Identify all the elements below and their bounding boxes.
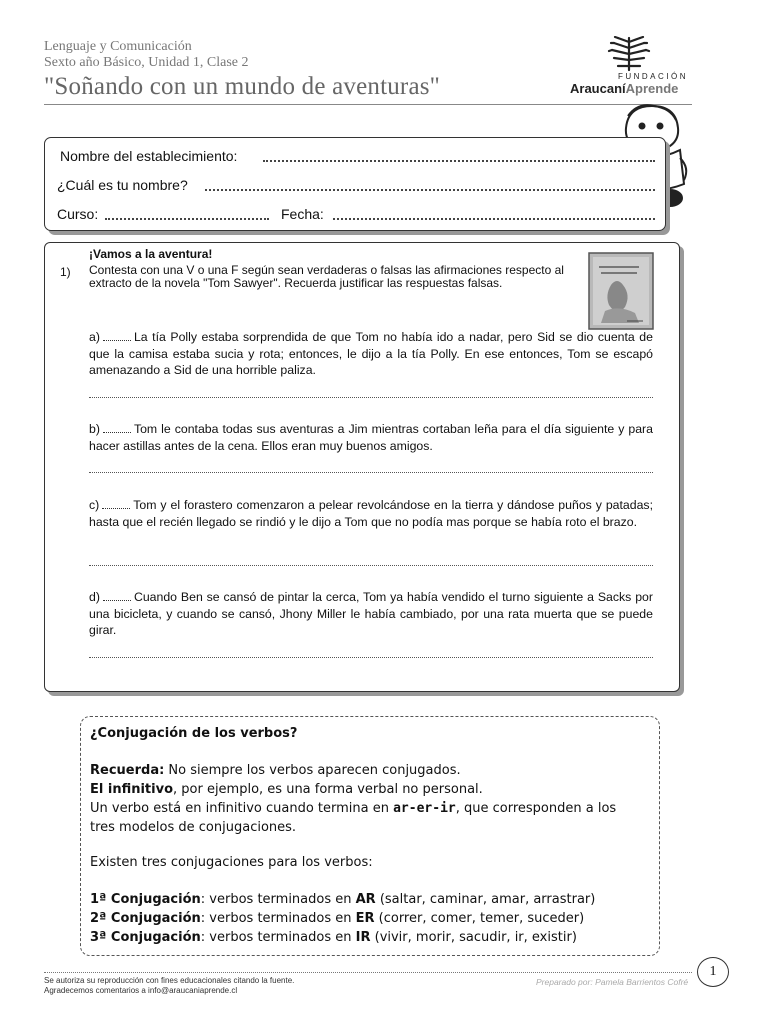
infinitive-endings: ar-er-ir [393,801,456,816]
statement-c [89,497,653,530]
statement-c-justification-line[interactable] [89,565,653,566]
statement-b-justification-line[interactable] [89,472,653,473]
footer-contact-text: Agradecemos comentarios a info@araucaniaprende.cl [44,986,238,995]
subject-label: Lenguaje y Comunicación [44,39,192,54]
conjugation-1-label: 1ª Conjugación [90,892,201,907]
conjugation-1 [90,890,595,909]
grade-label: Curso: [57,206,99,222]
footer-divider [44,972,692,973]
page-title: "Soñando con un mundo de aventuras" [44,73,441,100]
question-number: 1) [60,265,71,279]
infinitive-rule-text: Un verbo está en infinitivo cuando termina en [90,801,394,816]
school-name-field[interactable] [263,160,655,162]
date-label: Fecha: [281,206,324,222]
models-line: tres modelos de conjugaciones. [90,820,297,835]
conjugation-2-label: 2ª Conjugación [90,911,201,926]
statement-c-answer-blank[interactable] [102,498,130,509]
statement-b-label: b) [89,422,100,436]
statement-d-text: Cuando Ben se cansó de pintar la cerca, Tom ya había vendido el turno siguiente a Sacks por una bicicleta, y cuando se cansó, Jhony Miller le había cambiado, por una rata muerta que se puede girar. [89,590,653,637]
reminder-line [90,761,461,780]
conjugation-info-box [80,716,660,956]
statement-a-label: a) [89,330,100,344]
conjugation-title: ¿Conjugación de los verbos? [90,726,298,741]
conjugation-2-ending: ER [355,911,375,926]
infinitive-rule-line [90,799,616,818]
statement-b-answer-blank[interactable] [103,422,131,433]
statement-d-label: d) [89,590,100,604]
page-number: 1 [697,957,729,987]
activity-heading: ¡Vamos a la aventura! [89,247,213,261]
reminder-label: Recuerda: [90,763,165,778]
logo-name [570,81,678,96]
conjugation-1-examples: (saltar, caminar, amar, arrastrar) [375,892,596,907]
conjugation-2 [90,909,584,928]
statement-b-text: Tom le contaba todas sus aventuras a Jim mientras cortaban leña para el día siguiente y para hacer astillas antes de la cena. Ellos eran muy buenos amigos. [89,422,653,453]
date-field[interactable] [333,218,655,220]
reminder-text: No siempre los verbos aparecen conjugados. [164,763,461,778]
conjugation-3-label: 3ª Conjugación [90,930,201,945]
header-divider [44,104,692,105]
conjugation-2-desc: : verbos terminados en [200,911,356,926]
tom-sawyer-book-cover [587,251,655,331]
conjugation-3-ending: IR [355,930,371,945]
statement-c-label: c) [89,498,100,512]
infinitive-rule-tail: , que corresponden a los [455,801,617,816]
statement-a-text: La tía Polly estaba sorprendida de que Tom no había ido a nadar, pero Sid se dio cuenta de que la camisa estaba sucia y rota; entonces, le dijo a la tía Polly. En ese entonces, Tom se escapó amenazando a Sid de una horrible paliza. [89,330,653,377]
course-label: Sexto año Básico, Unidad 1, Clase 2 [44,55,249,70]
infinitive-text: , por ejemplo, es una forma verbal no personal. [173,782,483,797]
statement-a [89,329,653,379]
student-info-box [44,137,666,231]
question-instruction: Contesta con una V o una F según sean verdaderas o falsas las afirmaciones respecto al extracto de la novela "Tom Sawyer". Recuerda justificar las respuestas falsas. [89,263,564,290]
conjugation-3-examples: (vivir, morir, sacudir, ir, existir) [370,930,577,945]
logo-foundation-text: FUNDACIÓN [617,72,688,81]
three-conjugations-line: Existen tres conjugaciones para los verbos: [90,855,373,870]
logo-name-part-b: Aprende [625,81,679,96]
conjugation-2-examples: (correr, comer, temer, suceder) [374,911,585,926]
grade-field[interactable] [105,218,269,220]
statement-c-text: Tom y el forastero comenzaron a pelear revolcándose en la tierra y dándose puños y patadas; hasta que el recién llegado se rindió y le dijo a Tom que no podía mas porque se había roto el brazo. [89,498,653,529]
statement-a-justification-line[interactable] [89,397,653,398]
infinitive-line [90,780,483,799]
footer-author: Preparado por: Pamela Barrientos Cofré [536,977,689,987]
footer-license-text: Se autoriza su reproducción con fines educacionales citando la fuente. [44,976,295,985]
school-name-label: Nombre del establecimiento: [60,148,238,164]
statement-d-justification-line[interactable] [89,657,653,658]
araucaria-tree-icon [566,36,692,72]
student-name-field[interactable] [205,189,655,191]
conjugation-1-ending: AR [355,892,376,907]
statement-d [89,589,653,639]
infinitive-label: El infinitivo [90,782,173,797]
conjugation-3-desc: : verbos terminados en [200,930,356,945]
student-name-label: ¿Cuál es tu nombre? [57,177,188,193]
foundation-logo [566,36,692,98]
statement-b [89,421,653,454]
activity-box [44,242,680,692]
statement-a-answer-blank[interactable] [103,330,131,341]
conjugation-1-desc: : verbos terminados en [200,892,356,907]
conjugation-3 [90,928,577,947]
logo-name-part-a: Araucaní [570,81,626,96]
statement-d-answer-blank[interactable] [103,590,131,601]
